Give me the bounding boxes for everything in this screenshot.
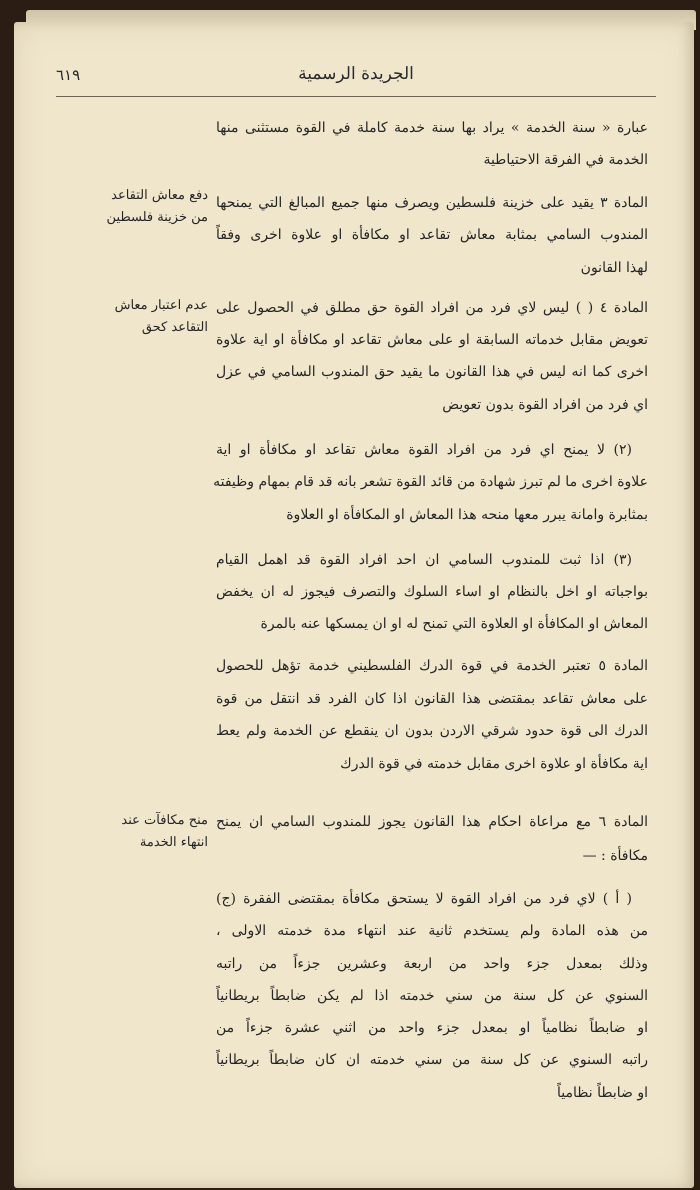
- text-line: ( أ ) لاي فرد من افراد القوة لا يستحق مكافأة بمقتضى الفقرة (ج): [216, 891, 632, 907]
- margin-note-gratuity: [28, 810, 208, 854]
- text-line: المادة ٣ يقيد على خزينة فلسطين ويصرف منها جميع المبالغ التي يمنحها: [216, 195, 648, 211]
- header-rule: [56, 96, 656, 97]
- journal-title: الجريدة الرسمية: [298, 64, 414, 84]
- margin-note-line: من خزينة فلسطين: [106, 210, 208, 225]
- margin-note-pension-not-right: [28, 295, 208, 339]
- text-line: من هذه المادة ولم يستخدم ثانية عند انتهاء مدة خدمته الاولى ،: [216, 923, 648, 939]
- text-line: وذلك بمعدل جزء واحد من اربعة وعشرين جزءاً من راتبه: [216, 956, 648, 972]
- text-line: تعويض مقابل خدماته السابقة او على معاش تقاعد او مكافأة او اية علاوة: [216, 332, 648, 348]
- text-line: او ضابطاً نظامياً او بمعدل جزء واحد من اثني عشرة جزءاً من: [216, 1020, 648, 1036]
- page-header: [56, 60, 656, 90]
- text-line: المادة ٤ ( ) ليس لاي فرد من افراد القوة حق مطلق في الحصول على: [216, 300, 648, 316]
- margin-note-pension-payment: [28, 185, 208, 229]
- text-line: بمثابرة وامانة يبرر معها منحه هذا المعاش او المكافأة او العلاوة: [286, 507, 648, 523]
- text-line: او ضابطاً نظامياً: [557, 1085, 648, 1101]
- text-line: الخدمة في الفرقة الاحتياطية: [483, 152, 648, 168]
- text-line: اخرى كما انه ليس في هذا القانون ما يقيد حق المندوب السامي في عزل: [216, 364, 648, 380]
- text-line: علاوة اخرى ما لم تبرز شهادة من قائد القوة تشعر بانه قد قام بمهام وظيفته: [213, 474, 648, 490]
- text-line: راتبه السنوي عن كل سنة من سني خدمته ان كان ضابطاً بريطانياً: [216, 1052, 648, 1068]
- text-line: مكافأة : —: [582, 848, 648, 864]
- text-line: بواجباته او اخل بالنظام او اساء السلوك والتصرف فيجوز له ان يخفض: [216, 584, 648, 600]
- page-number: ٦١٩: [56, 66, 81, 84]
- text-line: على معاش تقاعد بمقتضى هذا القانون اذا كان الفرد قد انتقل من قوة: [216, 691, 648, 707]
- text-line: اية مكافأة او علاوة اخرى مقابل خدمته في قوة الدرك: [340, 756, 648, 772]
- text-line: عبارة « سنة الخدمة » يراد بها سنة خدمة كاملة في القوة مستثنى منها: [216, 120, 648, 136]
- text-line: المعاش او المكافأة او العلاوة التي تمنح له او ان يمسكها عنه بالمرة: [260, 616, 648, 632]
- margin-note-line: دفع معاش التقاعد: [111, 188, 208, 203]
- margin-note-line: عدم اعتبار معاش: [114, 298, 208, 313]
- text-line: المادة ٥ تعتبر الخدمة في قوة الدرك الفلسطيني خدمة تؤهل للحصول: [216, 658, 648, 674]
- text-line: الدرك الى قوة حدود شرقي الاردن بدون ان ينقطع عن الخدمة ولم يعط: [216, 723, 648, 739]
- text-line: (٣) اذا ثبت للمندوب السامي ان احد افراد القوة قد اهمل القيام: [216, 552, 632, 568]
- text-line: لهذا القانون: [580, 260, 648, 276]
- margin-note-line: منح مكافآت عند: [121, 813, 208, 828]
- text-line: المندوب السامي بمثابة معاش تقاعد او مكافأة او علاوة اخرى وفقاً: [216, 227, 648, 243]
- margin-note-line: التقاعد كحق: [141, 320, 208, 335]
- margin-note-line: انتهاء الخدمة: [139, 835, 208, 850]
- text-line: المادة ٦ مع مراعاة احكام هذا القانون يجوز للمندوب السامي ان يمنح: [216, 814, 648, 830]
- text-line: اي فرد من افراد القوة بدون تعويض: [442, 397, 648, 413]
- text-line: السنوي عن كل سنة من سني خدمته اذا لم يكن ضابطاً بريطانياً: [216, 988, 648, 1004]
- text-line: (٢) لا يمنح اي فرد من افراد القوة معاش تقاعد او مكافأة او اية: [216, 442, 632, 458]
